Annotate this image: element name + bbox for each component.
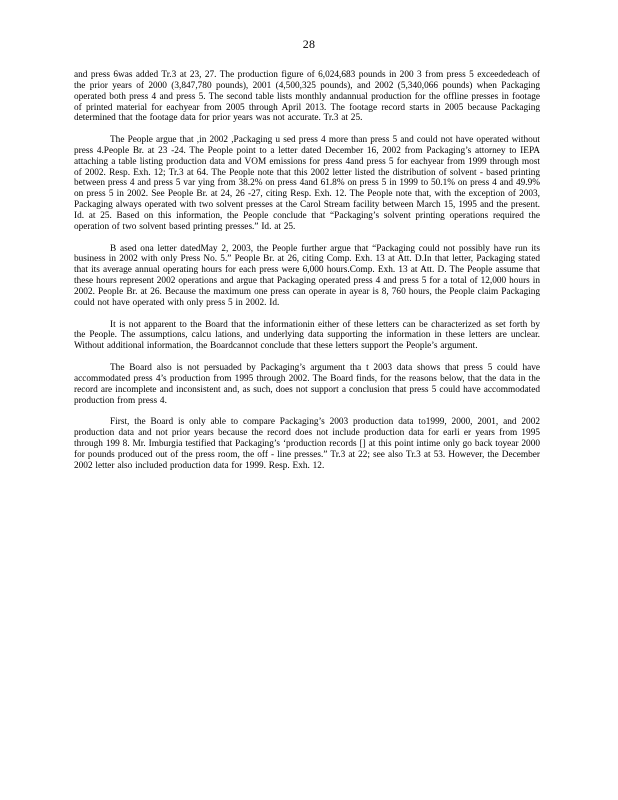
paragraph-2: The People argue that ,in 2002 ,Packaging u sed press 4 more than press 5 and could not have operated without press 4.People Br. at 23 -24. The People point to a letter dated December 16, 2002 from Packaging’s attorney to IEPA attaching a table listing production data and VOM emissions for press 4and press 5 for eachyear from 1999 through most of 2002. Resp. Exh. 12; Tr.3 at 64. The People note that this 2002 letter listed the distribution of solvent - based printing between press 4 and press 5 var ying from 38.2% on press 4and 61.8% on press 5 in 1999 to 50.1% on press 4 and 49.9% on press 5 in 2002. See People Br. at 24, 26 -27, citing Resp. Exh. 12. The People note that, with the exception of 2003, Packaging always operated with two solvent presses at the Carol Stream facility between March 15, 1995 and the present. Id. at 25. Based on this information, the People conclude that “Packaging’s solvent printing operations required the operation of two solvent based printing presses.” Id. at 25. <box>74 135 540 232</box>
paragraph-4: It is not apparent to the Board that the informationin either of these letters can be characterized as set forth by the People. The assumptions, calcu lations, and underlying data supporting the information in these letters are unclear. Without additional information, the Boardcannot conclude that these letters support the People’s argument. <box>74 319 540 352</box>
paragraph-5: The Board also is not persuaded by Packaging’s argument tha t 2003 data shows that press 5 could have accommodated press 4’s production from 1995 through 2002. The Board finds, for the reasons below, that the data in the record are incomplete and inconsistent and, as such, does not support a conclusion that press 5 could have accommodated production from press 4. <box>74 362 540 406</box>
page-number: 28 <box>302 37 316 51</box>
paragraph-1: and press 6was added Tr.3 at 23, 27. The production figure of 6,024,683 pounds in 200 3 from press 5 exceededeach of the prior years of 2000 (3,847,780 pounds), 2001 (4,500,325 pounds), and 2002 (5,340,066 pounds) when Packaging operated both press 4 and press 5. The second table lists monthly andannual production for the offline presses in footage of printed material for eachyear from 2005 through April 2013. The footage record starts in 2005 because Packaging determined that the footage data for prior years was not accurate. Tr.3 at 25. <box>74 70 540 124</box>
document-body <box>74 70 540 471</box>
paragraph-3: B ased ona letter datedMay 2, 2003, the People further argue that “Packaging could not possibly have run its business in 2002 with only Press No. 5.” People Br. at 26, citing Comp. Exh. 13 at Att. D.In that letter, Packaging stated that its average annual operating hours for each press were 6,000 hours.Comp. Exh. 13 at Att. D. The People assume that these hours represent 2002 operations and argue that Packaging operated press 4 and press 5 for a total of 12,000 hours in 2002. People Br. at 26. Because the maximum one press can operate in ayear is 8, 760 hours, the People claim Packaging could not have operated with only press 5 in 2002. Id. <box>74 243 540 308</box>
paragraph-6: First, the Board is only able to compare Packaging’s 2003 production data to1999, 2000, 2001, and 2002 production data and not prior years because the record does not include production data for earli er years from 1995 through 199 8. Mr. Imburgia testified that Packaging’s ‘production records [] at this point intime only go back toyear 2000 for pounds produced out of the press room, the off - line presses.” Tr.3 at 22; see also Tr.3 at 53. However, the December 2002 letter also included production data for 1999. Resp. Exh. 12. <box>74 417 540 471</box>
